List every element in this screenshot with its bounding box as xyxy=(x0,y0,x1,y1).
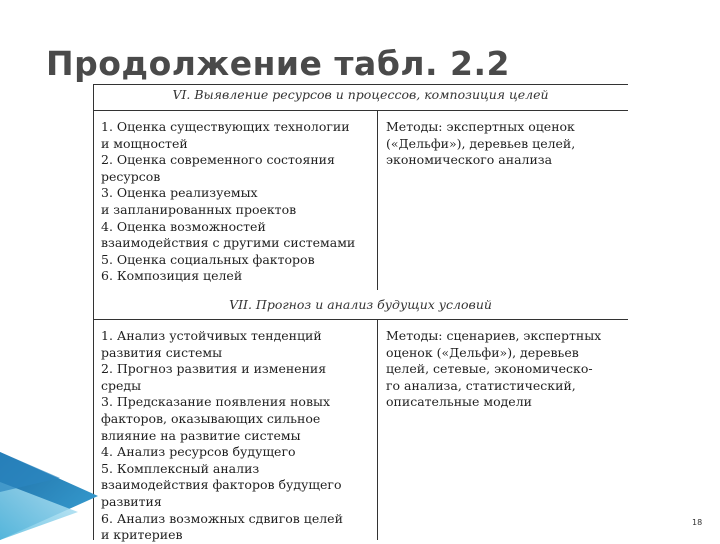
page-number: 18 xyxy=(692,518,703,527)
section-vii-column-divider xyxy=(377,319,378,540)
table-line: экономического анализа xyxy=(386,152,553,168)
table-line: влияние на развитие системы xyxy=(101,427,301,443)
table-line: 3. Предсказание появления новых xyxy=(101,394,330,410)
table-line: взаимодействия с другими системами xyxy=(101,235,356,251)
section-vi-rule xyxy=(93,110,628,111)
table-line: целей, сетевые, экономическо- xyxy=(386,361,593,377)
table-line: оценок («Дельфи»), деревьев xyxy=(386,344,579,360)
table-line: 6. Анализ возможных сдвигов целей xyxy=(101,510,343,526)
methods-table xyxy=(93,84,628,543)
section-vii-rule xyxy=(93,319,628,320)
table-line: 1. Анализ устойчивых тенденций xyxy=(101,328,322,343)
section-vi-column-divider xyxy=(377,110,378,290)
table-line: среды xyxy=(101,377,142,393)
section-heading-vii: VII. Прогноз и анализ будущих условий xyxy=(229,297,492,312)
section-vi-methods xyxy=(386,119,622,169)
table-line: Методы: сценариев, экспертных xyxy=(386,328,602,343)
table-line: 5. Оценка социальных факторов xyxy=(101,251,315,267)
table-line: 2. Прогноз развития и изменения xyxy=(101,361,327,377)
table-line: («Дельфи»), деревьев целей, xyxy=(386,135,576,151)
table-line: 5. Комплексный анализ xyxy=(101,460,260,476)
section-heading-vi: VI. Выявление ресурсов и процессов, композиция целей xyxy=(172,87,549,102)
section-vii-methods xyxy=(386,328,622,411)
table-line: и мощностей xyxy=(101,135,188,151)
table-line: го анализа, статистический, xyxy=(386,377,576,393)
table-line: 4. Анализ ресурсов будущего xyxy=(101,444,296,460)
table-line: факторов, оказывающих сильное xyxy=(101,410,321,426)
table-line: 3. Оценка реализуемых xyxy=(101,185,258,201)
table-line: 6. Композиция целей xyxy=(101,268,243,284)
table-line: и критериев xyxy=(101,527,183,543)
table-top-rule xyxy=(93,84,628,85)
table-line: взаимодействия факторов будущего xyxy=(101,477,342,493)
table-line: описательные модели xyxy=(386,394,532,410)
table-line: 1. Оценка существующих технологии xyxy=(101,119,350,134)
table-line: ресурсов xyxy=(101,168,161,184)
table-line: Методы: экспертных оценок xyxy=(386,119,575,134)
section-vii-stages xyxy=(101,328,371,544)
table-line: развития xyxy=(101,493,162,509)
table-line: 4. Оценка возможностей xyxy=(101,218,266,234)
table-line: 2. Оценка современного состояния xyxy=(101,152,335,168)
section-vi-stages xyxy=(101,119,371,285)
corner-decoration xyxy=(0,452,110,540)
table-line: развития системы xyxy=(101,344,223,360)
table-line: и запланированных проектов xyxy=(101,201,297,217)
slide-title: Продолжение табл. 2.2 xyxy=(46,44,511,83)
